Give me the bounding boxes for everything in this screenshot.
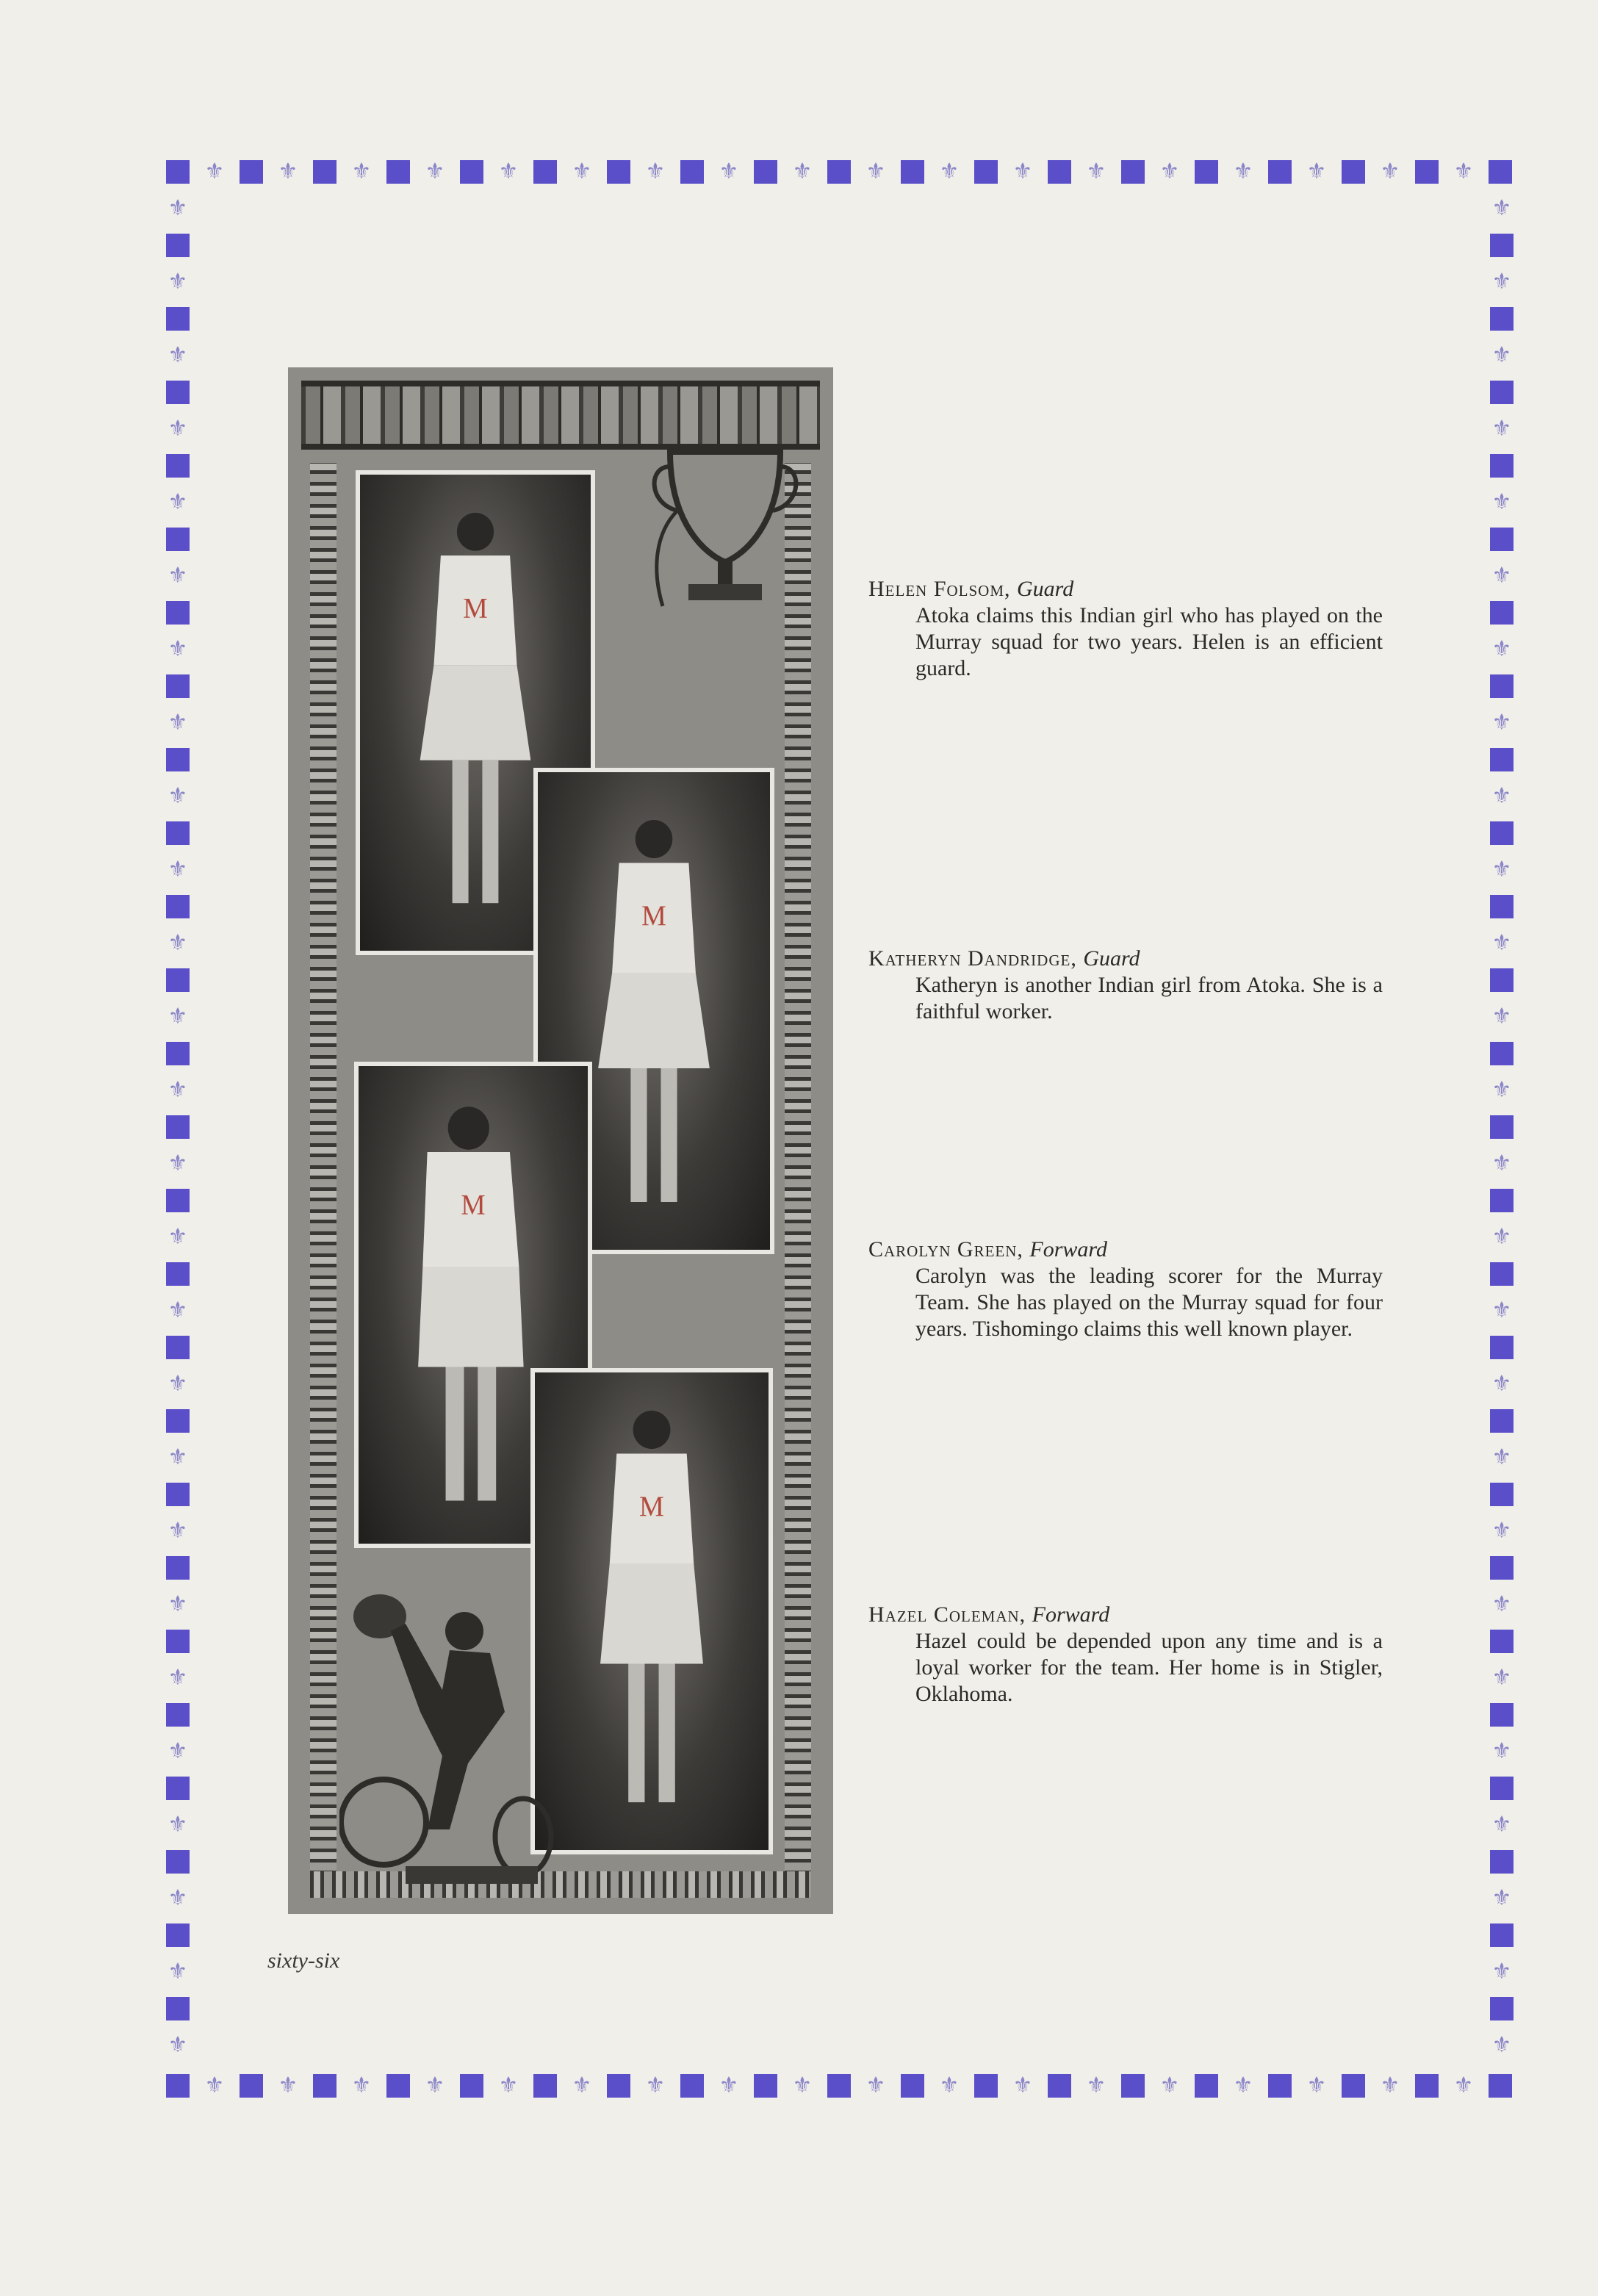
fleur-de-lis-icon: ⚜ bbox=[168, 1444, 188, 1470]
border-square bbox=[166, 1336, 190, 1359]
border-square bbox=[1048, 160, 1071, 184]
fleur-de-lis-icon: ⚜ bbox=[1159, 2073, 1180, 2098]
border-square bbox=[1268, 160, 1292, 184]
border-square bbox=[166, 1703, 190, 1727]
fleur-de-lis-icon: ⚜ bbox=[168, 1885, 188, 1911]
border-square bbox=[166, 1850, 190, 1874]
border-square bbox=[166, 895, 190, 918]
border-square bbox=[1490, 1923, 1514, 1947]
border-square bbox=[240, 160, 263, 184]
fleur-de-lis-icon: ⚜ bbox=[168, 1738, 188, 1764]
fleur-de-lis-icon: ⚜ bbox=[1491, 930, 1512, 956]
fleur-de-lis-icon: ⚜ bbox=[1491, 1812, 1512, 1838]
fleur-de-lis-icon: ⚜ bbox=[939, 159, 960, 184]
fleur-de-lis-icon: ⚜ bbox=[168, 636, 188, 662]
fleur-de-lis-icon: ⚜ bbox=[168, 1665, 188, 1691]
fleur-de-lis-icon: ⚜ bbox=[168, 563, 188, 589]
player-position: Forward bbox=[1032, 1602, 1110, 1627]
player-name: Helen Folsom bbox=[868, 577, 1005, 601]
fleur-de-lis-icon: ⚜ bbox=[278, 159, 298, 184]
fleur-de-lis-icon: ⚜ bbox=[1491, 1224, 1512, 1250]
fleur-de-lis-icon: ⚜ bbox=[168, 710, 188, 735]
fleur-de-lis-icon: ⚜ bbox=[719, 159, 739, 184]
fleur-de-lis-icon: ⚜ bbox=[168, 1077, 188, 1103]
fleur-de-lis-icon: ⚜ bbox=[1491, 1004, 1512, 1029]
jersey-letter: M bbox=[641, 900, 666, 932]
border-left bbox=[166, 197, 190, 2057]
profile-heading: Helen Folsom, Guard bbox=[868, 577, 1074, 601]
profile-carolyn-green bbox=[868, 1237, 1383, 1342]
fleur-de-lis-icon: ⚜ bbox=[792, 159, 813, 184]
fleur-de-lis-icon: ⚜ bbox=[168, 416, 188, 442]
fleur-de-lis-icon: ⚜ bbox=[1159, 159, 1180, 184]
border-square bbox=[1415, 160, 1439, 184]
profile-katheryn-dandridge bbox=[868, 946, 1383, 1025]
border-square bbox=[166, 1777, 190, 1800]
fleur-de-lis-icon: ⚜ bbox=[168, 857, 188, 882]
fleur-de-lis-icon: ⚜ bbox=[1380, 2073, 1400, 2098]
fleur-de-lis-icon: ⚜ bbox=[1491, 416, 1512, 442]
border-square bbox=[1490, 1483, 1514, 1506]
fleur-de-lis-icon: ⚜ bbox=[792, 2073, 813, 2098]
border-square bbox=[1195, 160, 1218, 184]
fleur-de-lis-icon: ⚜ bbox=[168, 342, 188, 368]
border-square bbox=[460, 2074, 483, 2098]
border-top bbox=[166, 160, 1512, 184]
border-square bbox=[1268, 2074, 1292, 2098]
fleur-de-lis-icon: ⚜ bbox=[1306, 159, 1327, 184]
fleur-de-lis-icon: ⚜ bbox=[1306, 2073, 1327, 2098]
discus-thrower-statue-icon bbox=[339, 1587, 560, 1896]
fleur-de-lis-icon: ⚜ bbox=[1491, 1738, 1512, 1764]
fleur-de-lis-icon: ⚜ bbox=[1491, 857, 1512, 882]
border-square bbox=[1342, 160, 1365, 184]
border-square bbox=[1121, 2074, 1145, 2098]
fleur-de-lis-icon: ⚜ bbox=[168, 930, 188, 956]
player-description: Carolyn was the leading scorer for the Murray Team. She has played on the Murray squad for four years. Tishomingo claims this well known player. bbox=[915, 1264, 1383, 1341]
fleur-de-lis-icon: ⚜ bbox=[719, 2073, 739, 2098]
fleur-de-lis-icon: ⚜ bbox=[1453, 2073, 1474, 2098]
border-square bbox=[533, 2074, 557, 2098]
fleur-de-lis-icon: ⚜ bbox=[1491, 269, 1512, 295]
border-square bbox=[901, 2074, 924, 2098]
border-square bbox=[166, 1409, 190, 1433]
border-square bbox=[1490, 674, 1514, 698]
border-square bbox=[166, 1483, 190, 1506]
border-square bbox=[1048, 2074, 1071, 2098]
fleur-de-lis-icon: ⚜ bbox=[1491, 636, 1512, 662]
profile-heading: Hazel Coleman, Forward bbox=[868, 1602, 1110, 1627]
border-square bbox=[166, 307, 190, 331]
profile-heading: Carolyn Green, Forward bbox=[868, 1237, 1107, 1262]
player-name: Hazel Coleman bbox=[868, 1602, 1020, 1627]
border-square bbox=[1490, 1336, 1514, 1359]
fleur-de-lis-icon: ⚜ bbox=[168, 489, 188, 515]
border-square bbox=[166, 821, 190, 845]
player-description: Atoka claims this Indian girl who has played on the Murray squad for two years. Helen is an efficient guard. bbox=[915, 603, 1383, 680]
border-square bbox=[607, 2074, 630, 2098]
fleur-de-lis-icon: ⚜ bbox=[1491, 1077, 1512, 1103]
player-name: Katheryn Dandridge bbox=[868, 946, 1071, 971]
fleur-de-lis-icon: ⚜ bbox=[1491, 489, 1512, 515]
border-square bbox=[166, 674, 190, 698]
border-square bbox=[1490, 968, 1514, 992]
fleur-de-lis-icon: ⚜ bbox=[645, 2073, 666, 2098]
border-square bbox=[1490, 1115, 1514, 1139]
fleur-de-lis-icon: ⚜ bbox=[865, 159, 886, 184]
border-square bbox=[166, 1630, 190, 1653]
fleur-de-lis-icon: ⚜ bbox=[1491, 195, 1512, 221]
fleur-de-lis-icon: ⚜ bbox=[498, 159, 519, 184]
border-square bbox=[680, 160, 704, 184]
jersey-letter: M bbox=[639, 1491, 664, 1523]
page-number: sixty-six bbox=[267, 1948, 340, 1973]
greek-key-border-right bbox=[785, 463, 811, 1885]
fleur-de-lis-icon: ⚜ bbox=[1491, 1665, 1512, 1691]
fleur-de-lis-icon: ⚜ bbox=[865, 2073, 886, 2098]
fleur-de-lis-icon: ⚜ bbox=[1491, 2032, 1512, 2058]
fleur-de-lis-icon: ⚜ bbox=[168, 1151, 188, 1176]
border-square bbox=[166, 1189, 190, 1212]
fleur-de-lis-icon: ⚜ bbox=[1491, 710, 1512, 735]
player-position: Guard bbox=[1017, 577, 1074, 601]
border-square bbox=[166, 601, 190, 625]
fleur-de-lis-icon: ⚜ bbox=[1453, 159, 1474, 184]
greek-key-border-left bbox=[310, 463, 336, 1885]
fleur-de-lis-icon: ⚜ bbox=[1380, 159, 1400, 184]
fleur-de-lis-icon: ⚜ bbox=[168, 1812, 188, 1838]
border-square bbox=[166, 2074, 190, 2098]
border-square bbox=[1490, 1409, 1514, 1433]
border-square bbox=[1490, 307, 1514, 331]
fleur-de-lis-icon: ⚜ bbox=[1491, 1298, 1512, 1323]
border-square bbox=[313, 160, 336, 184]
fleur-de-lis-icon: ⚜ bbox=[1491, 1959, 1512, 1984]
border-square bbox=[974, 160, 998, 184]
border-square bbox=[1490, 1703, 1514, 1727]
fleur-de-lis-icon: ⚜ bbox=[1491, 1518, 1512, 1544]
fleur-de-lis-icon: ⚜ bbox=[1491, 563, 1512, 589]
fleur-de-lis-icon: ⚜ bbox=[1012, 159, 1033, 184]
fleur-de-lis-icon: ⚜ bbox=[572, 2073, 592, 2098]
player-description: Hazel could be depended upon any time and is a loyal worker for the team. Her home is in Stigler, Oklahoma. bbox=[915, 1629, 1383, 1706]
fleur-de-lis-icon: ⚜ bbox=[168, 1004, 188, 1029]
border-right bbox=[1490, 197, 1514, 2057]
border-square bbox=[166, 234, 190, 257]
profile-hazel-coleman bbox=[868, 1602, 1383, 1707]
player-position: Forward bbox=[1029, 1237, 1107, 1262]
border-square bbox=[901, 160, 924, 184]
border-square bbox=[166, 968, 190, 992]
jersey-letter: M bbox=[461, 1189, 486, 1221]
border-square bbox=[166, 454, 190, 478]
border-square bbox=[827, 2074, 851, 2098]
fleur-de-lis-icon: ⚜ bbox=[351, 159, 372, 184]
fleur-de-lis-icon: ⚜ bbox=[204, 2073, 225, 2098]
border-square bbox=[166, 1923, 190, 1947]
player-position: Guard bbox=[1083, 946, 1140, 971]
player-name: Carolyn Green bbox=[868, 1237, 1018, 1262]
border-square bbox=[1490, 1556, 1514, 1580]
border-square bbox=[166, 160, 190, 184]
fleur-de-lis-icon: ⚜ bbox=[1491, 783, 1512, 809]
border-square bbox=[754, 160, 777, 184]
border-square bbox=[1490, 234, 1514, 257]
fleur-de-lis-icon: ⚜ bbox=[1491, 1371, 1512, 1397]
fleur-de-lis-icon: ⚜ bbox=[572, 159, 592, 184]
fleur-de-lis-icon: ⚜ bbox=[1491, 1591, 1512, 1617]
fleur-de-lis-icon: ⚜ bbox=[168, 2032, 188, 2058]
border-square bbox=[754, 2074, 777, 2098]
fleur-de-lis-icon: ⚜ bbox=[168, 269, 188, 295]
fleur-de-lis-icon: ⚜ bbox=[425, 2073, 445, 2098]
fleur-de-lis-icon: ⚜ bbox=[1491, 1885, 1512, 1911]
border-square bbox=[166, 381, 190, 404]
fleur-de-lis-icon: ⚜ bbox=[204, 159, 225, 184]
border-square bbox=[827, 160, 851, 184]
profile-helen-folsom bbox=[868, 576, 1383, 682]
border-square bbox=[533, 160, 557, 184]
fleur-de-lis-icon: ⚜ bbox=[168, 783, 188, 809]
profile-heading: Katheryn Dandridge, Guard bbox=[868, 946, 1140, 971]
border-square bbox=[1489, 160, 1512, 184]
fleur-de-lis-icon: ⚜ bbox=[645, 159, 666, 184]
fleur-de-lis-icon: ⚜ bbox=[1012, 2073, 1033, 2098]
border-square bbox=[1490, 454, 1514, 478]
border-square bbox=[1489, 2074, 1512, 2098]
fleur-de-lis-icon: ⚜ bbox=[168, 1959, 188, 1984]
player-description: Katheryn is another Indian girl from Atoka. She is a faithful worker. bbox=[915, 973, 1383, 1023]
border-square bbox=[1490, 1997, 1514, 2020]
border-square bbox=[166, 1115, 190, 1139]
border-square bbox=[166, 1556, 190, 1580]
fleur-de-lis-icon: ⚜ bbox=[1086, 159, 1106, 184]
fleur-de-lis-icon: ⚜ bbox=[1233, 159, 1253, 184]
border-square bbox=[1490, 1777, 1514, 1800]
border-square bbox=[1490, 1850, 1514, 1874]
border-square bbox=[166, 528, 190, 551]
border-square bbox=[166, 1997, 190, 2020]
border-square bbox=[166, 748, 190, 771]
player-photo-hazel-coleman bbox=[530, 1368, 773, 1854]
fleur-de-lis-icon: ⚜ bbox=[1491, 342, 1512, 368]
border-square bbox=[1415, 2074, 1439, 2098]
border-square bbox=[1195, 2074, 1218, 2098]
fleur-de-lis-icon: ⚜ bbox=[278, 2073, 298, 2098]
border-square bbox=[1490, 1042, 1514, 1065]
border-square bbox=[1490, 821, 1514, 845]
border-square bbox=[460, 160, 483, 184]
border-square bbox=[386, 160, 410, 184]
fleur-de-lis-icon: ⚜ bbox=[1491, 1444, 1512, 1470]
fleur-de-lis-icon: ⚜ bbox=[168, 1298, 188, 1323]
photo-collage bbox=[288, 367, 833, 1914]
border-square bbox=[1490, 748, 1514, 771]
border-square bbox=[386, 2074, 410, 2098]
border-square bbox=[1490, 1189, 1514, 1212]
jersey-letter: M bbox=[463, 592, 488, 625]
fleur-de-lis-icon: ⚜ bbox=[1233, 2073, 1253, 2098]
fleur-de-lis-icon: ⚜ bbox=[351, 2073, 372, 2098]
fleur-de-lis-icon: ⚜ bbox=[168, 1518, 188, 1544]
border-square bbox=[1342, 2074, 1365, 2098]
border-square bbox=[1490, 601, 1514, 625]
border-bottom bbox=[166, 2074, 1512, 2098]
border-square bbox=[240, 2074, 263, 2098]
border-square bbox=[313, 2074, 336, 2098]
border-square bbox=[1490, 381, 1514, 404]
trophy-cup-icon bbox=[648, 437, 802, 613]
border-square bbox=[166, 1042, 190, 1065]
border-square bbox=[680, 2074, 704, 2098]
fleur-de-lis-icon: ⚜ bbox=[1491, 1151, 1512, 1176]
border-square bbox=[607, 160, 630, 184]
fleur-de-lis-icon: ⚜ bbox=[939, 2073, 960, 2098]
border-square bbox=[1490, 1262, 1514, 1286]
fleur-de-lis-icon: ⚜ bbox=[498, 2073, 519, 2098]
border-square bbox=[1490, 528, 1514, 551]
border-square bbox=[166, 1262, 190, 1286]
border-square bbox=[1490, 1630, 1514, 1653]
border-square bbox=[1121, 160, 1145, 184]
fleur-de-lis-icon: ⚜ bbox=[425, 159, 445, 184]
fleur-de-lis-icon: ⚜ bbox=[168, 1371, 188, 1397]
fleur-de-lis-icon: ⚜ bbox=[168, 1591, 188, 1617]
fleur-de-lis-icon: ⚜ bbox=[1086, 2073, 1106, 2098]
border-square bbox=[974, 2074, 998, 2098]
border-square bbox=[1490, 895, 1514, 918]
fleur-de-lis-icon: ⚜ bbox=[168, 1224, 188, 1250]
fleur-de-lis-icon: ⚜ bbox=[168, 195, 188, 221]
